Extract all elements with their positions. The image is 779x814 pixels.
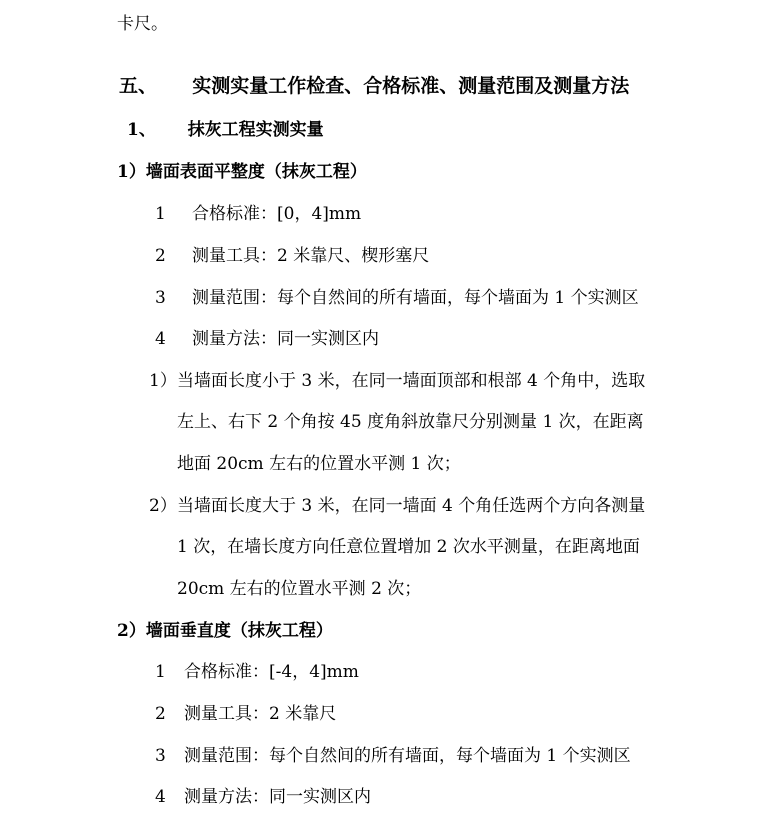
list-item-text: 合格标准：[0，4]mm	[192, 204, 362, 224]
method-line	[149, 369, 645, 393]
list-item-text: 测量方法：同一实测区内	[192, 329, 379, 349]
list-item-number: 1	[155, 204, 166, 224]
section-number: 五、	[119, 75, 158, 97]
method-line: 1 次，在墙长度方向任意位置增加 2 次水平测量，在距离地面	[177, 537, 640, 557]
subsection-number: 1、	[127, 120, 156, 140]
list-item-number: 4	[155, 787, 166, 807]
method-text: 当墙面长度小于 3 米，在同一墙面顶部和根部 4 个角中，选取	[177, 371, 646, 391]
list-item-text: 测量范围：每个自然间的所有墙面，每个墙面为 1 个实测区	[184, 746, 631, 766]
list-item	[155, 744, 631, 768]
list-item-number: 1	[155, 662, 166, 682]
method-text: 当墙面长度大于 3 米，在同一墙面 4 个角任选两个方向各测量	[177, 496, 646, 516]
list-item-number: 3	[155, 746, 166, 766]
list-item-text: 测量工具：2 米靠尺、楔形塞尺	[192, 246, 430, 266]
part1-heading: 1）墙面表面平整度（抹灰工程）	[117, 162, 367, 182]
method-line: 20cm 左右的位置水平测 2 次；	[177, 579, 422, 599]
section-heading	[119, 74, 629, 98]
list-item-number: 4	[155, 329, 166, 349]
list-item-number: 2	[155, 704, 166, 724]
paragraph-tail: 卡尺。	[117, 14, 168, 34]
list-item	[155, 244, 429, 268]
list-item-text: 测量范围：每个自然间的所有墙面，每个墙面为 1 个实测区	[192, 288, 639, 308]
list-item	[155, 202, 361, 226]
method-line	[149, 494, 645, 518]
list-item-text: 测量方法：同一实测区内	[184, 787, 371, 807]
method-label: 2）	[149, 496, 177, 516]
list-item-text: 合格标准：[-4，4]mm	[184, 662, 359, 682]
method-line: 左上、右下 2 个角按 45 度角斜放靠尺分别测量 1 次，在距离	[177, 412, 644, 432]
list-item-text: 测量工具：2 米靠尺	[184, 704, 337, 724]
list-item	[155, 702, 336, 726]
list-item-number: 2	[155, 246, 166, 266]
subsection-heading	[127, 118, 324, 142]
list-item	[155, 327, 379, 351]
list-item	[155, 286, 639, 310]
method-line: 地面 20cm 左右的位置水平测 1 次；	[177, 454, 461, 474]
part2-heading: 2）墙面垂直度（抹灰工程）	[117, 621, 333, 641]
list-item	[155, 785, 371, 809]
list-item-number: 3	[155, 288, 166, 308]
section-title: 实测实量工作检查、合格标准、测量范围及测量方法	[192, 75, 630, 97]
method-label: 1）	[149, 371, 177, 391]
subsection-title: 抹灰工程实测实量	[187, 120, 324, 140]
list-item	[155, 660, 359, 684]
